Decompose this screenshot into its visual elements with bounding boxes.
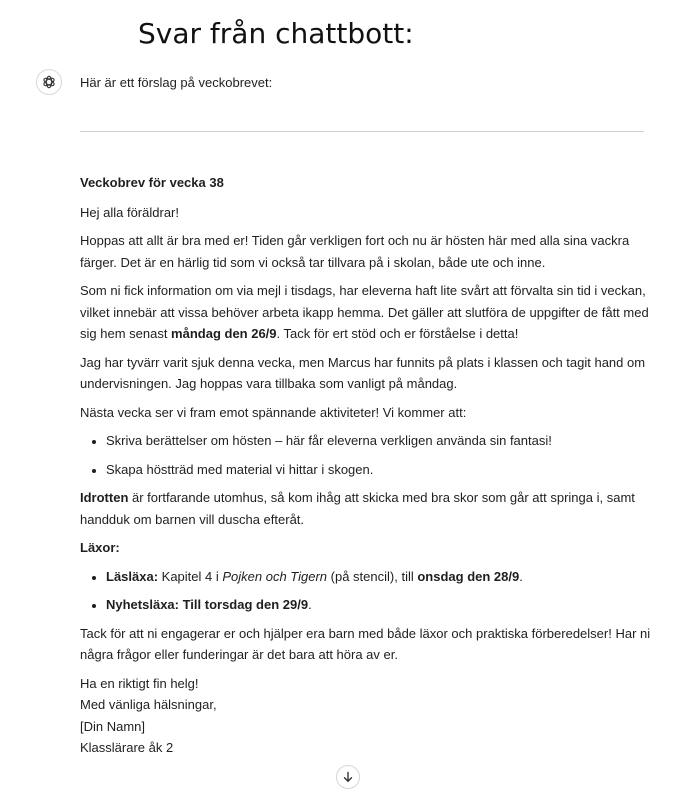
list-item: • Skriva berättelser om hösten – här får eleverna verkligen använda sin fantasi! [106,430,655,452]
letter-greeting: Hej alla föräldrar! [80,204,179,220]
letter-paragraph: Som ni fick information om via mejl i tisdags, har eleverna haft lite svårt att förvalta sin tid i veckan, vilket innebär att vissa behöver arbeta ikapp hemma. Det gäller att slutföra de uppgifter de fått med sig hem senast måndag den 26/9. Tack för ert stöd och er förståelse i detta! [80,283,649,341]
letter-paragraph: Tack för att ni engagerar er och hjälper era barn med både läxor och praktiska förberedelser! Har ni några frågor eller funderingar är det bara att höra av er. [80,625,651,662]
letter-paragraph: Idrotten är fortfarande utomhus, så kom ihåg att skicka med bra skor som går att springa i, samt handduk om barnen vill duscha efteråt. [80,490,635,527]
scroll-down-button[interactable] [336,765,360,789]
letter-signature: Ha en riktigt fin helg! Med vänliga hälsningar, [Din Namn] Klasslärare åk 2 [80,675,217,755]
letter-paragraph: Nästa vecka ser vi fram emot spännande aktiviteter! Vi kommer att: [80,404,467,420]
homework-heading: Läxor: [80,540,120,555]
book-title: Pojken och Tigern [222,568,328,584]
page-heading: Svar från chattbott: [138,17,414,50]
assistant-avatar [36,69,62,95]
list-item: • Skapa höstträd med material vi hittar i skogen. [106,459,655,481]
activities-list [80,430,655,480]
list-item: • Läsläxa: Kapitel 4 i Pojken och Tigern (på stencil), till onsdag den 28/9. [106,566,655,588]
openai-logo-icon [41,74,57,90]
deadline-date: måndag den 26/9 [171,326,277,341]
assistant-intro: Här är ett förslag på veckobrevet: [80,75,273,90]
homework-list [80,566,655,616]
letter-title: Veckobrev för vecka 38 [80,175,224,190]
list-item: • Nyhetsläxa: Till torsdag den 29/9. [106,594,655,616]
letter-paragraph: Jag har tyvärr varit sjuk denna vecka, men Marcus har funnits på plats i klassen och tagit hand om undervisningen. Jag hoppas vara tillbaka som vanligt på måndag. [80,354,646,391]
letter-paragraph: Hoppas att allt är bra med er! Tiden går verkligen fort och nu är hösten här med alla sina vackra färger. Det är en härlig tid som vi också tar tillvara på i skolan, både ute och inne. [80,233,630,270]
weekly-letter [80,172,655,759]
arrow-down-icon [342,771,354,783]
divider [80,131,644,132]
